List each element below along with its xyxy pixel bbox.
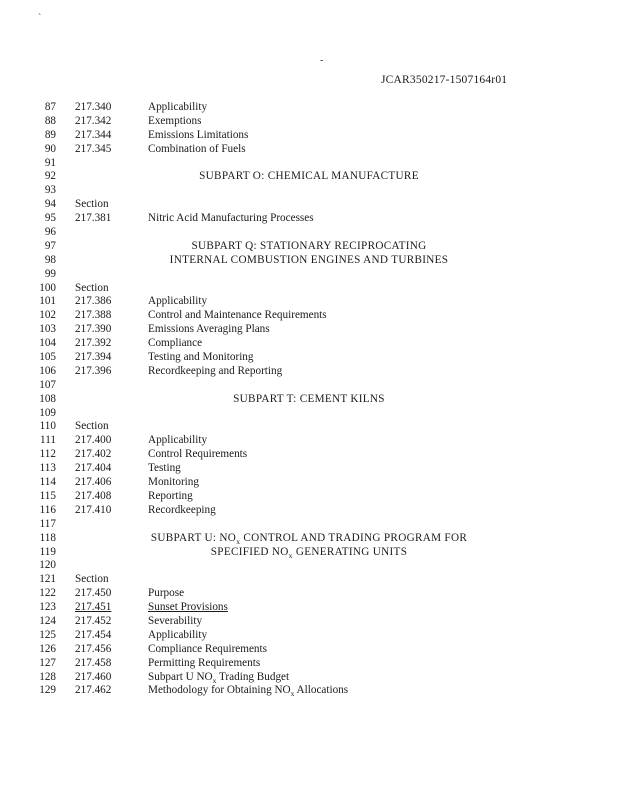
document-line [0,476,618,490]
section-number: 217.460 [75,670,112,683]
scan-speck: - [320,55,324,66]
section-number: 217.400 [75,434,112,447]
document-line [0,393,618,407]
section-title: Monitoring [148,476,199,489]
document-line [0,420,618,434]
section-number: 217.386 [75,295,112,308]
section-number: 217.410 [75,503,112,516]
line-number: 92 [44,170,56,183]
document-line [0,198,618,212]
section-number: 217.450 [75,587,112,600]
document-line [0,448,618,462]
section-number: 217.392 [75,337,112,350]
line-number: 103 [39,323,56,336]
document-line [0,212,618,226]
subpart-heading [138,532,480,546]
section-title: Exemptions [148,114,202,127]
document-line [0,365,618,379]
line-number: 129 [39,684,56,697]
line-number: 100 [39,281,56,294]
text-part: CONTROL AND TRADING PROGRAM FOR [240,531,468,544]
line-number: 124 [39,614,56,627]
section-number: 217.452 [75,614,112,627]
document-line [0,671,618,685]
document-line [0,573,618,587]
section-title: Applicability [148,628,208,641]
subscript-text: x [212,675,217,685]
text-part: Trading Budget [216,670,290,683]
document-line [0,379,618,393]
line-number: 89 [44,128,56,141]
document-line [0,546,618,560]
subpart-heading: SUBPART T: CEMENT KILNS [233,392,385,405]
document-line [0,490,618,504]
document-line [0,323,618,337]
line-number: 109 [39,406,56,419]
document-line [0,170,618,184]
scan-speck: ` [38,13,42,24]
line-number: 88 [44,114,56,127]
section-title: Permitting Requirements [148,656,261,669]
line-number: 87 [44,101,56,113]
line-number: 120 [39,559,56,572]
line-number: 102 [39,309,56,322]
section-title: Applicability [148,101,208,113]
line-number: 114 [39,476,56,489]
document-id: JCAR350217-1507164r01 [381,74,508,86]
line-number: 126 [39,642,56,655]
line-number: 118 [39,531,56,544]
subscript-text: x [288,550,293,560]
subpart-heading: SUBPART Q: STATIONARY RECIPROCATING [191,239,427,252]
line-number: 127 [39,656,56,669]
section-title: Testing [148,462,181,475]
subscript-text: x [290,689,295,699]
section-label: Section [75,198,109,211]
section-title: Compliance Requirements [148,642,267,655]
section-title [148,671,289,685]
section-label: Section [75,420,109,433]
document-line [0,254,618,268]
section-title: Control Requirements [148,448,248,461]
line-number: 106 [39,364,56,377]
section-title: Purpose [148,587,185,600]
document-line [0,684,618,698]
section-number: 217.408 [75,489,112,502]
section-number: 217.340 [75,101,112,113]
line-number: 113 [39,462,56,475]
text-part: SPECIFIED NO [210,545,289,558]
line-number: 91 [44,156,56,169]
line-number: 93 [44,184,56,197]
document-line [0,268,618,282]
section-number: 217.396 [75,364,112,377]
section-title: Applicability [148,434,208,447]
document-line [0,462,618,476]
section-title: Control and Maintenance Requirements [148,309,327,322]
line-number: 110 [39,420,56,433]
line-number: 119 [39,545,56,558]
document-line [0,351,618,365]
line-number: 101 [39,295,56,308]
document-line [0,657,618,671]
section-number: 217.404 [75,462,112,475]
document-line [0,643,618,657]
line-number: 123 [39,601,56,614]
text-part: Methodology for Obtaining NO [148,684,291,697]
section-title: Applicability [148,295,208,308]
line-number: 128 [39,670,56,683]
document-line [0,337,618,351]
line-number: 125 [39,628,56,641]
section-number: 217.344 [75,128,112,141]
section-title: Recordkeeping and Reporting [148,364,283,377]
section-number: 217.458 [75,656,112,669]
line-number: 111 [40,434,56,447]
line-number: 98 [44,253,56,266]
line-number: 122 [39,587,56,600]
document-line [0,240,618,254]
section-title: Compliance [148,337,203,350]
line-list [0,101,618,698]
document-line [0,101,618,115]
line-number: 116 [39,503,56,516]
section-title: Sunset Provisions [148,601,228,614]
line-number: 95 [44,212,56,225]
section-number: 217.402 [75,448,112,461]
section-number: 217.345 [75,142,112,155]
line-number: 108 [39,392,56,405]
section-title: Combination of Fuels [148,142,246,155]
section-number: 217.462 [75,684,112,697]
document-line [0,157,618,171]
document-line [0,184,618,198]
document-line [0,629,618,643]
section-title: Emissions Limitations [148,128,249,141]
document-line [0,129,618,143]
document-line [0,587,618,601]
subpart-heading [138,546,480,560]
section-label: Section [75,573,109,586]
line-number: 94 [44,198,56,211]
section-number: 217.388 [75,309,112,322]
document-line [0,226,618,240]
subscript-text: x [236,536,241,546]
document-line [0,518,618,532]
document-line [0,532,618,546]
line-number: 121 [39,573,56,586]
document-line [0,115,618,129]
section-number: 217.451 [75,601,112,614]
line-number: 90 [44,142,56,155]
section-number: 217.381 [75,212,112,225]
line-number: 99 [44,267,56,280]
line-number: 107 [39,378,56,391]
section-title: Recordkeeping [148,503,216,516]
text-part: Allocations [294,684,349,697]
section-title: Emissions Averaging Plans [148,323,270,336]
document-line [0,601,618,615]
line-number: 104 [39,337,56,350]
line-number: 115 [39,489,56,502]
section-label: Section [75,281,109,294]
section-number: 217.406 [75,476,112,489]
section-title: Nitric Acid Manufacturing Processes [148,212,314,225]
document-line [0,407,618,421]
section-title: Severability [148,614,203,627]
document-line [0,615,618,629]
line-number: 112 [39,448,56,461]
subpart-heading: INTERNAL COMBUSTION ENGINES AND TURBINES [169,253,449,266]
section-title: Testing and Monitoring [148,351,254,364]
section-number: 217.454 [75,628,112,641]
section-number: 217.390 [75,323,112,336]
subpart-heading: SUBPART O: CHEMICAL MANUFACTURE [199,170,419,183]
section-number: 217.342 [75,114,112,127]
document-line [0,434,618,448]
text-part: GENERATING UNITS [292,545,408,558]
document-line [0,295,618,309]
text-part: Subpart U NO [148,670,213,683]
section-number: 217.456 [75,642,112,655]
line-number: 117 [39,517,56,530]
document-line [0,143,618,157]
line-number: 96 [44,226,56,239]
document-line [0,504,618,518]
document-line [0,309,618,323]
section-number: 217.394 [75,351,112,364]
line-number: 105 [39,351,56,364]
section-title [148,684,348,698]
document-line [0,282,618,296]
section-title: Reporting [148,489,193,502]
text-part: SUBPART U: NO [150,531,237,544]
document-line [0,559,618,573]
line-number: 97 [44,239,56,252]
